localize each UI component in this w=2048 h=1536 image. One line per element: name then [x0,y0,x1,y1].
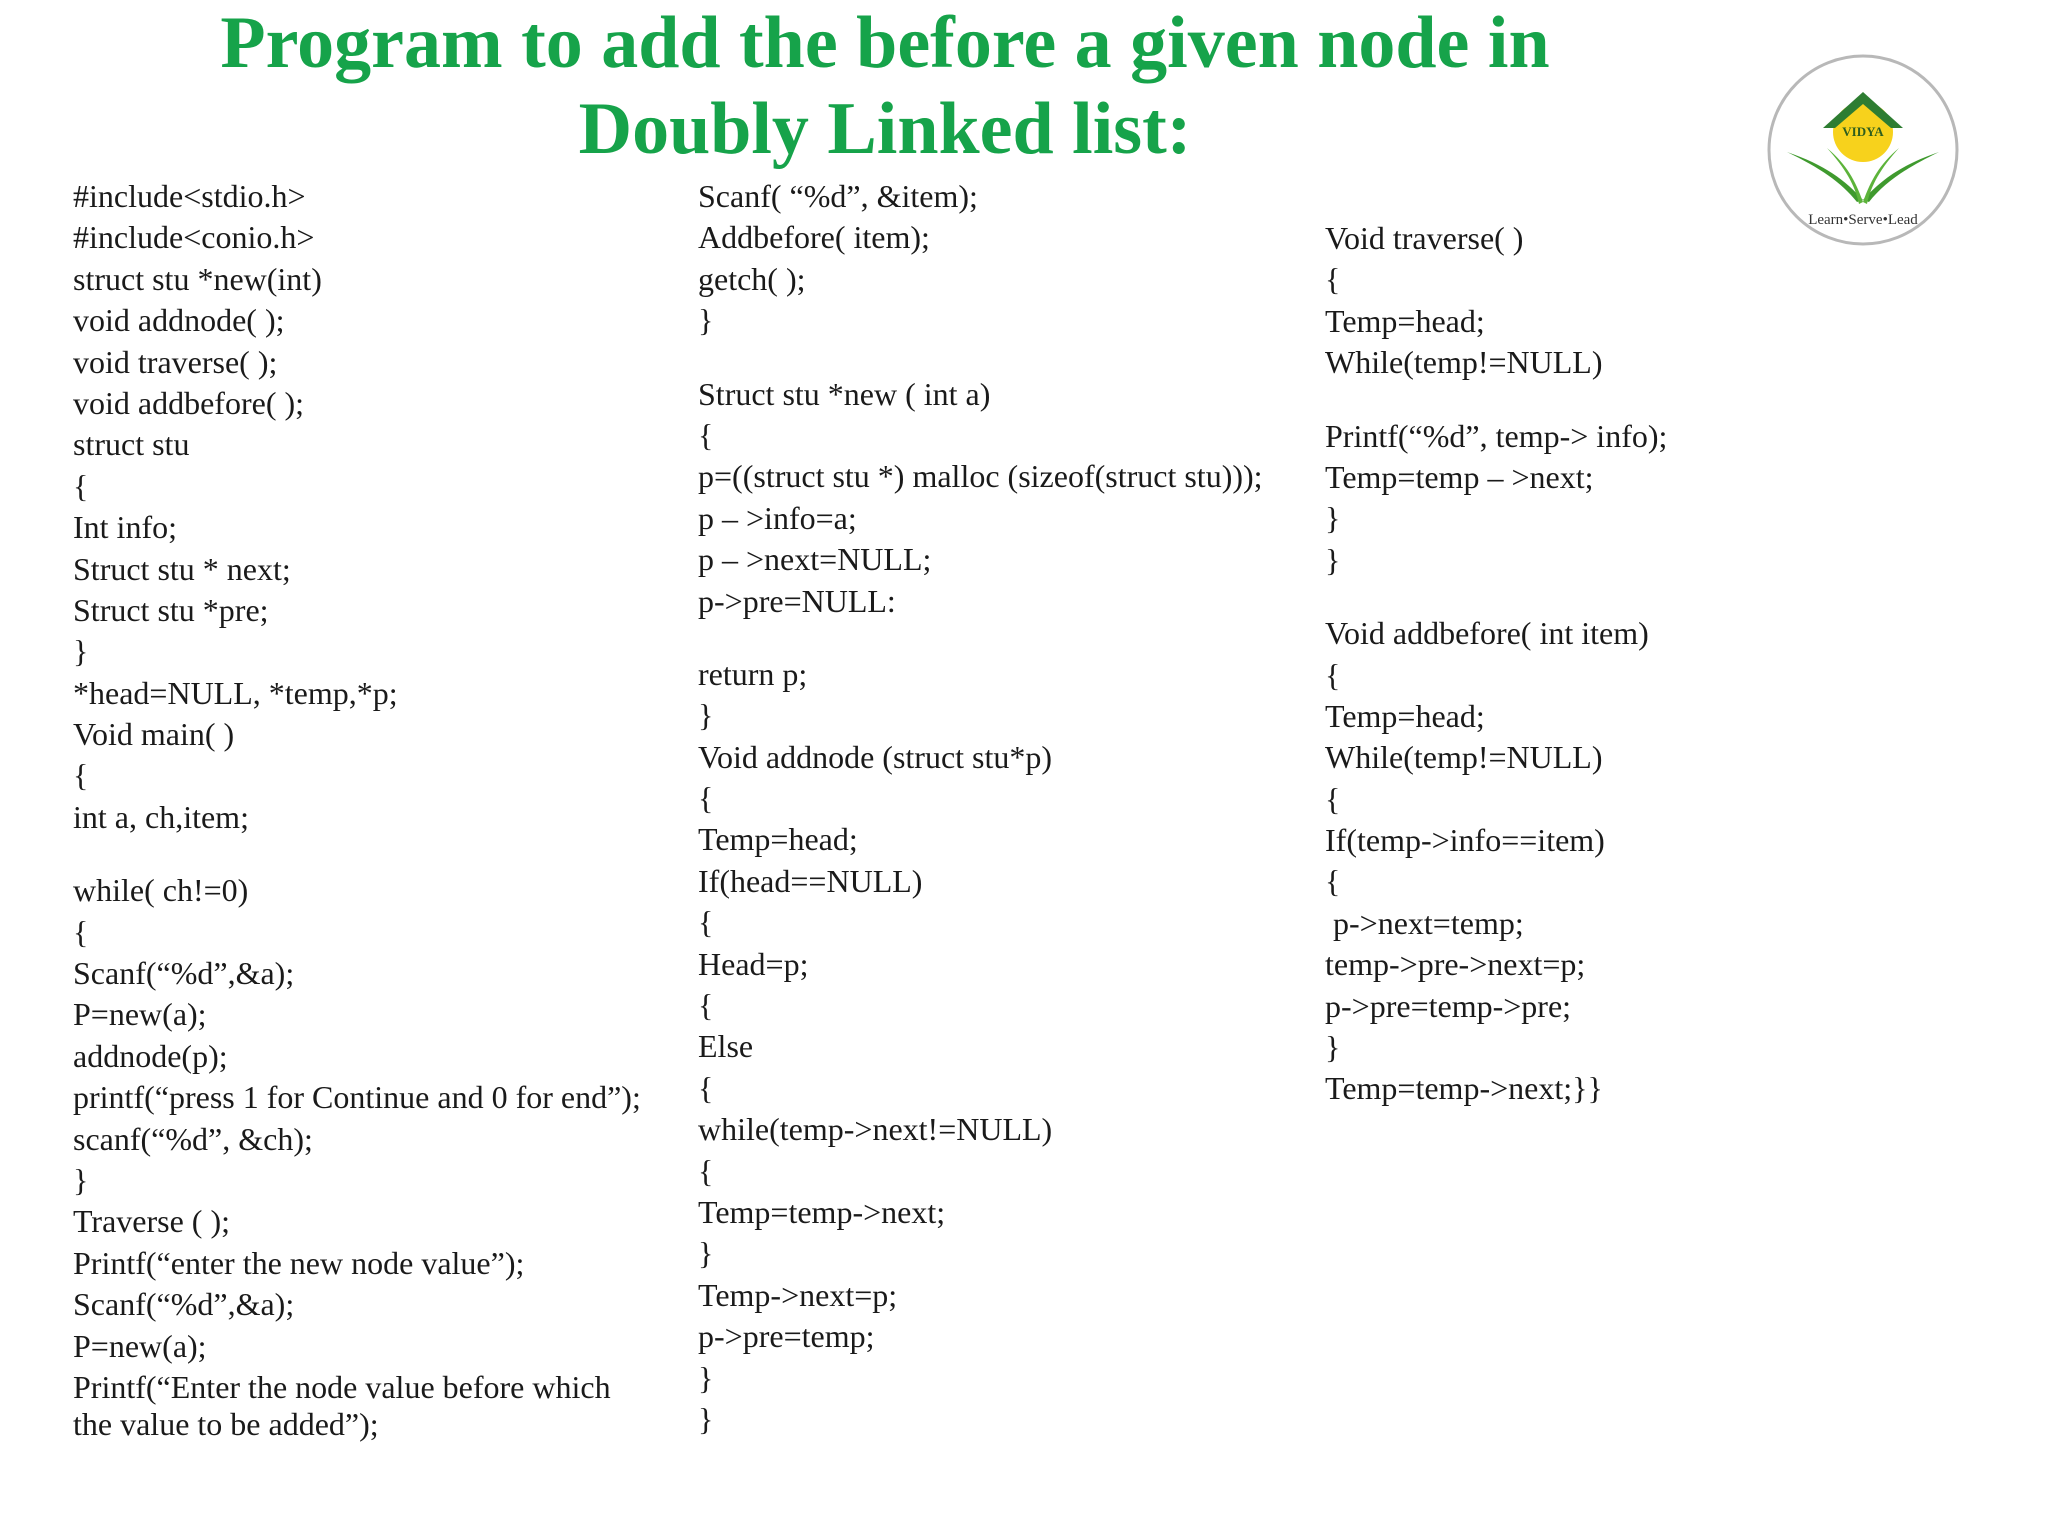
code-line: P=new(a); [73,996,207,1033]
title-line-1: Program to add the before a given node in [220,2,1550,84]
code-line: p – >info=a; [698,499,857,536]
code-line: while( ch!=0) [73,872,249,909]
code-column-1 [73,176,641,1441]
code-line: Struct stu *new ( int a) [698,375,991,412]
code-line: } [698,302,714,339]
code-line: { [698,780,714,817]
code-line: } [1325,541,1341,578]
code-line [1325,581,1667,613]
code-line: printf(“press 1 for Continue and 0 for end”); [73,1079,641,1116]
code-line: } [1325,1029,1341,1066]
code-line: Temp=temp->next;}} [1325,1070,1603,1107]
code-line: p->pre=temp; [698,1318,875,1355]
code-line: } [698,1400,714,1437]
code-line: Temp=temp – >next; [1325,458,1594,495]
code-line: #include<conio.h> [73,219,315,256]
code-line: int a, ch,item; [73,798,249,835]
code-line: { [1325,863,1341,900]
code-line: Scanf( “%d”, &item); [698,178,978,214]
code-line: P=new(a); [73,1327,207,1364]
code-line [698,342,1263,374]
code-line: p=((struct stu *) malloc (sizeof(struct stu))); [698,458,1263,495]
logo-tagline: Learn•Serve•Lead [1808,212,1918,228]
code-line: temp->pre->next=p; [1325,946,1586,983]
code-line: If(head==NULL) [698,862,923,899]
code-line: While(temp!=NULL) [1325,344,1603,381]
code-column-2 [698,176,1263,1440]
title-line-2: Doubly Linked list: [578,88,1192,170]
code-line: p->pre=temp->pre; [1325,987,1572,1024]
code-line: Void addbefore( int item) [1325,615,1649,652]
code-line: { [698,1152,714,1189]
code-line: Temp->next=p; [698,1276,898,1313]
code-line: { [1325,261,1341,298]
code-line: Scanf(“%d”,&a); [73,955,295,992]
code-line: Temp=temp->next; [698,1193,946,1230]
code-line: void addbefore( ); [73,384,305,421]
code-line: *head=NULL, *temp,*p; [73,674,398,711]
code-line: Struct stu *pre; [73,591,269,628]
code-line: Addbefore( item); [698,219,930,256]
code-line: { [73,467,89,504]
code-line: { [698,416,714,453]
code-line: Traverse ( ); [73,1203,230,1240]
code-line: Int info; [73,509,177,546]
code-line: Struct stu * next; [73,550,291,587]
code-line: } [698,1359,714,1396]
code-line [1325,384,1667,416]
code-line: void addnode( ); [73,302,285,339]
code-line: struct stu [73,426,190,463]
code-line: return p; [698,655,808,692]
code-line: Temp=head; [698,821,858,858]
code-line: Else [698,1028,754,1065]
code-line: Void addnode (struct stu*p) [698,738,1053,775]
code-line [698,622,1263,654]
code-line: p->next=temp; [1325,904,1524,941]
code-line: Scanf(“%d”,&a); [73,1286,295,1323]
code-line: } [73,1161,89,1198]
code-line: } [698,697,714,734]
code-line: void traverse( ); [73,343,278,380]
code-line: While(temp!=NULL) [1325,739,1603,776]
code-line: { [698,987,714,1024]
vidya-logo [1765,40,1961,260]
code-line: Head=p; [698,945,809,982]
code-line: p – >next=NULL; [698,541,932,578]
code-line: Printf(“%d”, temp-> info); [1325,417,1668,454]
code-line: addnode(p); [73,1037,228,1074]
code-line: Printf(“Enter the node value before which [73,1368,611,1405]
code-line: Void main( ) [73,716,235,753]
code-line: Temp=head; [1325,302,1485,339]
code-line: { [1325,780,1341,817]
slide-title [0,0,1770,172]
code-line: #include<stdio.h> [73,178,306,214]
code-line: struct stu *new(int) [73,260,322,297]
code-line: the value to be added”); [73,1406,379,1443]
code-line: } [73,633,89,670]
code-line: while(temp->next!=NULL) [698,1111,1053,1148]
code-line: { [73,757,89,794]
code-line: Temp=head; [1325,697,1485,734]
code-line: Void traverse( ) [1325,220,1524,256]
code-column-3 [1325,218,1667,1110]
code-line: } [698,1235,714,1272]
code-line: Printf(“enter the new node value”); [73,1244,525,1281]
code-line: } [1325,500,1341,537]
code-line: p->pre=NULL: [698,582,896,619]
code-line: { [73,913,89,950]
code-line: If(temp->info==item) [1325,822,1605,859]
code-line: scanf(“%d”, &ch); [73,1120,313,1157]
code-line: { [698,1069,714,1106]
logo-brand: VIDYA [1842,124,1884,139]
code-line: getch( ); [698,260,806,297]
code-line: { [1325,656,1341,693]
code-line: { [698,904,714,941]
code-line [73,838,641,870]
